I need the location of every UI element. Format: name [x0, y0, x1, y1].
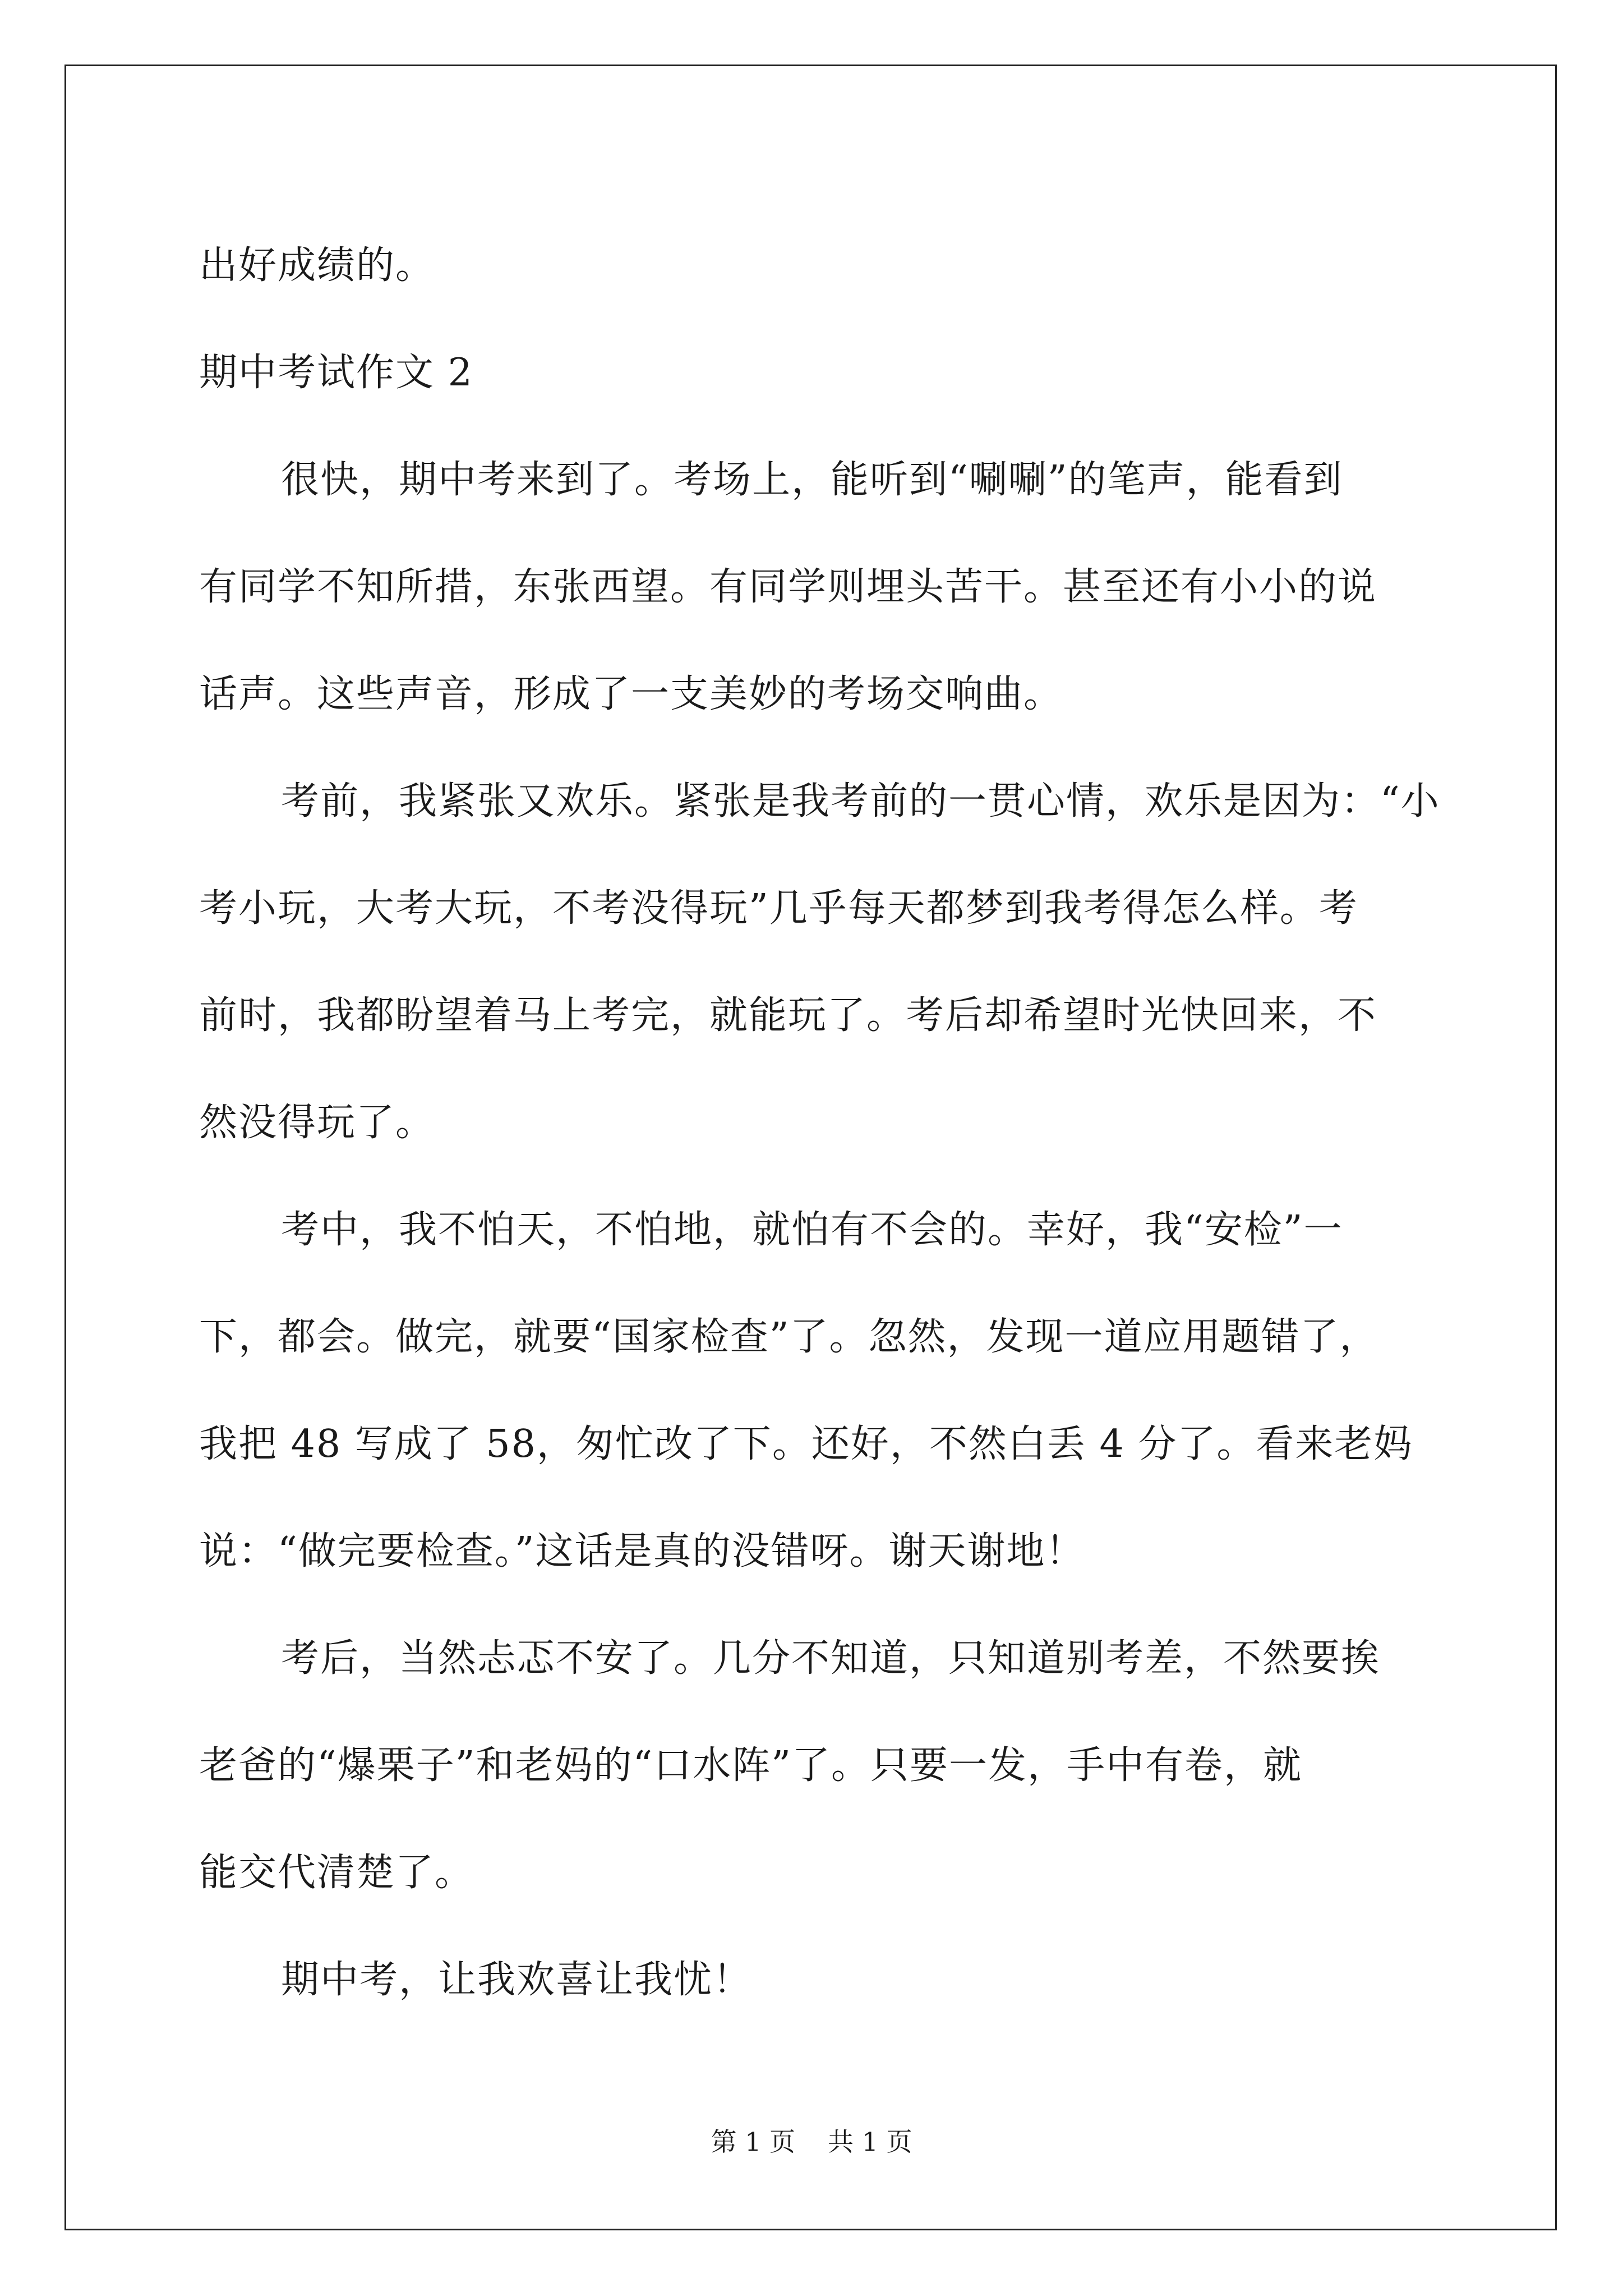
paragraph-line: 说：“做完要检查。”这话是真的没错呀。谢天谢地！ — [199, 1529, 1085, 1573]
paragraph-line: 考中，我不怕天，不怕地，就怕有不会的。幸好，我“安检”一 — [281, 1208, 1343, 1252]
paragraph-line: 老爸的“爆栗子”和老妈的“口水阵”了。只要一发，手中有卷，就 — [199, 1743, 1303, 1788]
paragraph-line: 然没得玩了。 — [199, 1101, 435, 1145]
paragraph-line: 考前，我紧张又欢乐。紧张是我考前的一贯心情，欢乐是因为：“小 — [281, 779, 1440, 823]
paragraph-line: 下，都会。做完，就要“国家检查”了。忽然，发现一道应用题错了， — [199, 1315, 1379, 1359]
paragraph-line: 考后，当然忐忑不安了。几分不知道，只知道别考差，不然要挨 — [281, 1636, 1381, 1681]
page-footer — [0, 2125, 1623, 2159]
page-number-total: 共 1 页 — [828, 2127, 912, 2157]
paragraph-line: 能交代清楚了。 — [199, 1851, 474, 1895]
paragraph-line: 很快，期中考来到了。考场上，能听到“唰唰”的笔声，能看到 — [281, 458, 1343, 502]
paragraph-line: 我把 48 写成了 58，匆忙改了下。还好，不然白丢 4 分了。看来老妈 — [199, 1422, 1413, 1466]
page-number-current: 第 1 页 — [711, 2127, 795, 2157]
paragraph-line: 前时，我都盼望着马上考完，就能玩了。考后却希望时光快回来，不 — [199, 993, 1377, 1038]
paragraph-line: 期中考，让我欢喜让我忧！ — [281, 1958, 753, 2002]
paragraph-line: 话声。这些声音，形成了一支美妙的考场交响曲。 — [199, 672, 1063, 716]
paragraph-line: 考小玩，大考大玩，不考没得玩”几乎每天都梦到我考得怎么样。考 — [199, 886, 1358, 931]
document-body — [199, 212, 1444, 2033]
section-title: 期中考试作文 2 — [199, 351, 473, 395]
paragraph-line: 出好成绩的。 — [199, 243, 435, 288]
paragraph-line: 有同学不知所措，东张西望。有同学则埋头苦干。甚至还有小小的说 — [199, 565, 1377, 609]
